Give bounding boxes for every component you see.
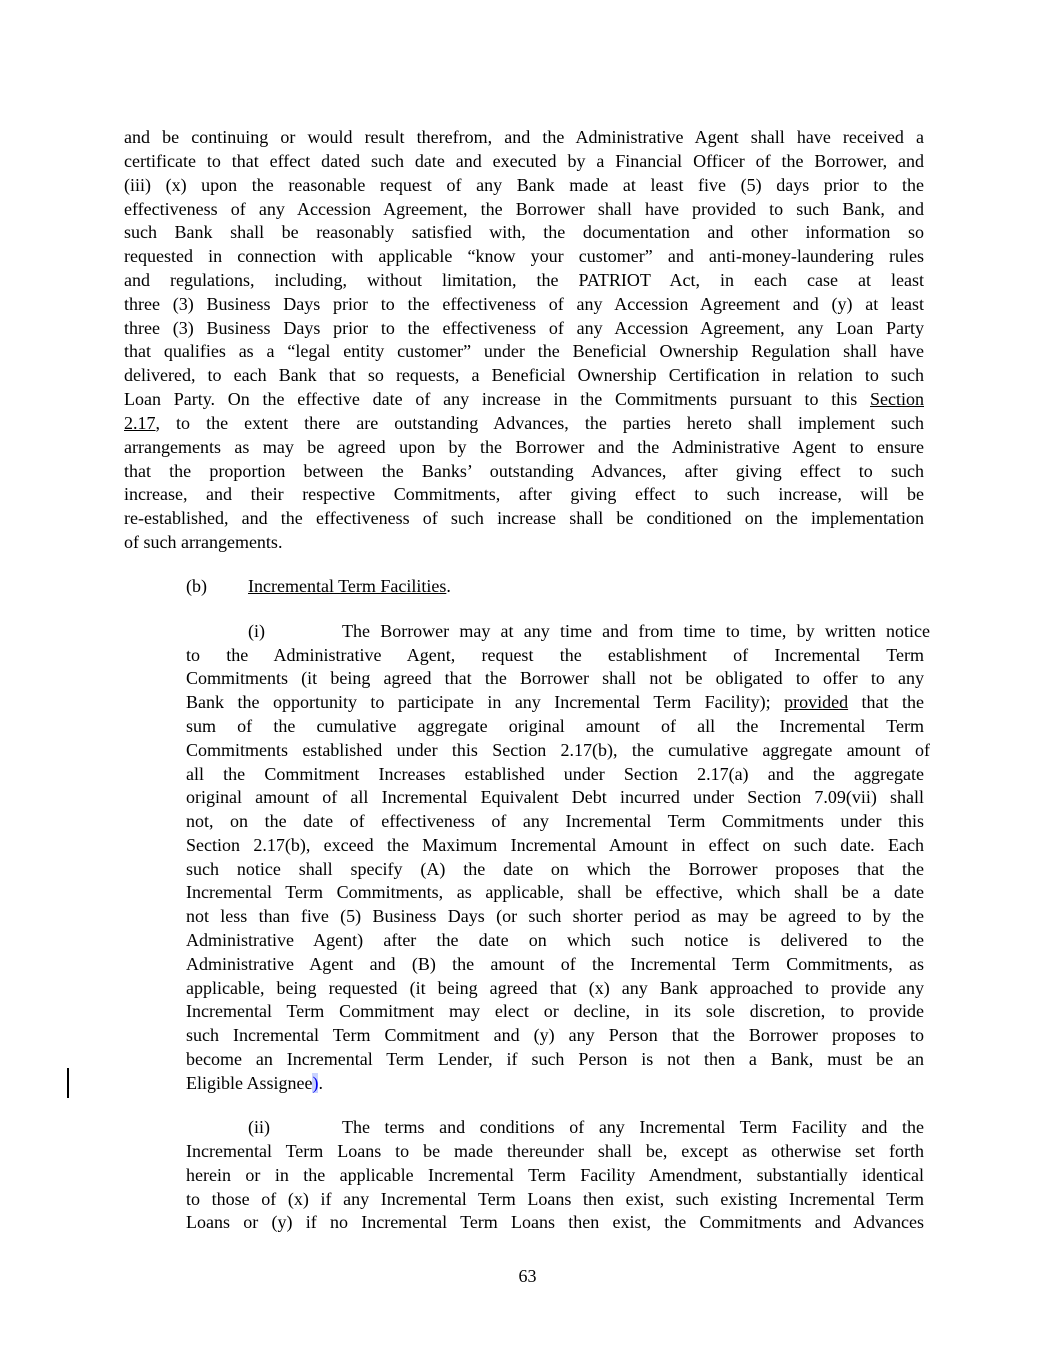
text-run: . bbox=[446, 576, 451, 596]
text-line: not, on the date of effectiveness of any Incremental Term Commitments under this bbox=[186, 811, 924, 831]
text-line: original amount of all Incremental Equivalent Debt incurred under Section 7.09(vii) shall bbox=[186, 787, 924, 807]
section-reference-link[interactable]: 2.17 bbox=[124, 413, 156, 433]
text-line: sum of the cumulative aggregate original amount of all the Incremental Term bbox=[186, 716, 924, 736]
text-line: that qualifies as a “legal entity customer” under the Beneficial Ownership Regulation shall have bbox=[124, 341, 924, 361]
text-line: The Borrower may at any time and from time to time, by written notice bbox=[342, 621, 930, 641]
text-line: such notice shall specify (A) the date on which the Borrower proposes that the bbox=[186, 859, 924, 879]
item-label: (i) bbox=[248, 621, 265, 641]
text-line: arrangements as may be agreed upon by the Borrower and the Administrative Agent to ensure bbox=[124, 437, 924, 457]
text-line: not less than five (5) Business Days (or such shorter period as may be agreed to by the bbox=[186, 906, 924, 926]
text-line: to those of (x) if any Incremental Term Loans then exist, such existing Incremental Term bbox=[186, 1189, 924, 1209]
text-line: that the proportion between the Banks’ outstanding Advances, after giving effect to such bbox=[124, 461, 924, 481]
text-line: and regulations, including, without limitation, the PATRIOT Act, in each case at least bbox=[124, 270, 924, 290]
text-line: increase, and their respective Commitments, after giving effect to such increase, will be bbox=[124, 484, 924, 504]
section-heading bbox=[248, 574, 451, 598]
text-line: become an Incremental Term Lender, if such Person is not then a Bank, must be an bbox=[186, 1049, 924, 1069]
text-line: Section 2.17(b), exceed the Maximum Incremental Amount in effect on such date. Each bbox=[186, 835, 924, 855]
text-line bbox=[186, 1071, 323, 1095]
text-line: all the Commitment Increases established under Section 2.17(a) and the aggregate bbox=[186, 764, 924, 784]
text-line bbox=[186, 690, 924, 714]
text-run: that the bbox=[848, 692, 925, 712]
section-label: (b) bbox=[186, 576, 207, 596]
text-line: and be continuing or would result therefrom, and the Administrative Agent shall have received a bbox=[124, 127, 924, 147]
text-line: such Bank shall be reasonably satisfied with, the documentation and other information so bbox=[124, 222, 924, 242]
text-line: delivered, to each Bank that so requests, a Beneficial Ownership Certification in relation to such bbox=[124, 365, 924, 385]
text-line: requested in connection with applicable “know your customer” and anti-money-laundering rules bbox=[124, 246, 924, 266]
text-line: Incremental Term Commitment may elect or decline, in its sole discretion, to provide bbox=[186, 1001, 924, 1021]
text-line: Administrative Agent) after the date on which such notice is delivered to the bbox=[186, 930, 924, 950]
text-line: herein or in the applicable Incremental Term Facility Amendment, substantially identical bbox=[186, 1165, 924, 1185]
text-line: effectiveness of any Accession Agreement, the Borrower shall have provided to such Bank, and bbox=[124, 199, 924, 219]
text-line: of such arrangements. bbox=[124, 532, 283, 552]
text-line: such Incremental Term Commitment and (y) any Person that the Borrower proposes to bbox=[186, 1025, 924, 1045]
text-line: three (3) Business Days prior to the effectiveness of any Accession Agreement, any Loan Party bbox=[124, 318, 924, 338]
provided-term: provided bbox=[784, 692, 849, 712]
text-line: re-established, and the effectiveness of such increase shall be conditioned on the implementation bbox=[124, 508, 924, 528]
text-line bbox=[124, 387, 924, 411]
text-line: applicable, being requested (it being agreed that (x) any Bank approached to provide any bbox=[186, 978, 924, 998]
text-line: to the Administrative Agent, request the establishment of Incremental Term bbox=[186, 645, 924, 665]
text-line: Commitments established under this Section 2.17(b), the cumulative aggregate amount of bbox=[186, 740, 930, 760]
revision-change-bar bbox=[67, 1068, 69, 1098]
text-line: Incremental Term Loans to be made thereunder shall be, except as otherwise set forth bbox=[186, 1141, 924, 1161]
text-line bbox=[124, 411, 924, 435]
text-line: Administrative Agent and (B) the amount of the Incremental Term Commitments, as bbox=[186, 954, 924, 974]
page-number: 63 bbox=[518, 1266, 537, 1286]
section-heading-title: Incremental Term Facilities bbox=[248, 576, 447, 596]
tracked-change-highlight: ) bbox=[312, 1073, 319, 1093]
text-line: Incremental Term Commitments, as applicable, shall be effective, which shall be a date bbox=[186, 882, 924, 902]
text-line: Commitments (it being agreed that the Borrower shall not be obligated to offer to any bbox=[186, 668, 924, 688]
text-run: Bank the opportunity to participate in any Incremental Term Facility); bbox=[186, 692, 785, 712]
text-line: three (3) Business Days prior to the effectiveness of any Accession Agreement and (y) at least bbox=[124, 294, 924, 314]
text-run: Eligible Assignee bbox=[186, 1073, 313, 1093]
text-run: , to the extent there are outstanding Advances, the parties hereto shall implement such bbox=[155, 413, 924, 433]
text-line: The terms and conditions of any Incremental Term Facility and the bbox=[342, 1117, 924, 1137]
text-run: Loan Party. On the effective date of any increase in the Commitments pursuant to this bbox=[124, 389, 870, 409]
text-run: . bbox=[318, 1073, 323, 1093]
text-line: (iii) (x) upon the reasonable request of any Bank made at least five (5) days prior to the bbox=[124, 175, 924, 195]
item-label: (ii) bbox=[248, 1117, 270, 1137]
section-reference-link[interactable]: Section bbox=[870, 389, 924, 409]
text-line: certificate to that effect dated such date and executed by a Financial Officer of the Borrower, and bbox=[124, 151, 924, 171]
text-line: Loans or (y) if no Incremental Term Loans then exist, the Commitments and Advances bbox=[186, 1212, 924, 1232]
